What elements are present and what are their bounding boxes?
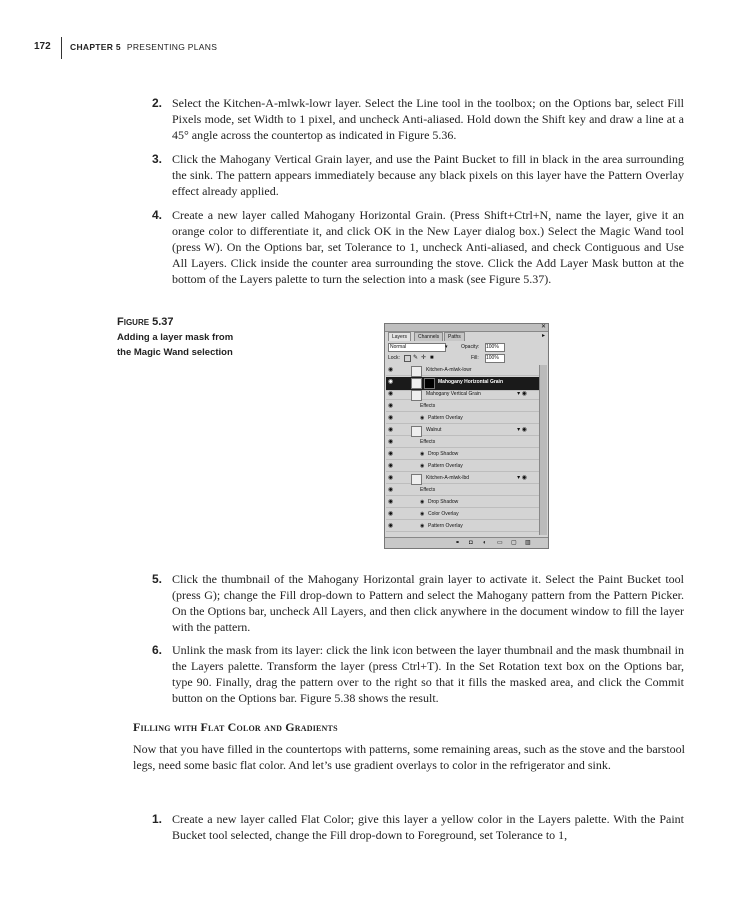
effect-visibility-icon[interactable]: ◉ (420, 451, 425, 457)
eye-icon[interactable]: ◉ (388, 427, 394, 433)
opacity-label: Opacity: (461, 344, 480, 350)
eye-icon[interactable]: ◉ (388, 391, 394, 397)
figure-caption (117, 315, 237, 360)
palette-menu-icon[interactable]: ▸ (541, 333, 545, 339)
layer-thumbnail[interactable] (411, 474, 422, 485)
layer-row[interactable] (386, 389, 541, 400)
layer-name: Walnut (426, 427, 442, 433)
effect-visibility-icon[interactable]: ◉ (420, 523, 425, 529)
step-item (152, 207, 684, 287)
layer-name: Effects (420, 403, 436, 409)
layer-name: Pattern Overlay (428, 463, 463, 469)
layer-name: Effects (420, 439, 436, 445)
step-number: 3. (152, 152, 163, 166)
move-icon[interactable]: ✛ (421, 355, 427, 361)
layer-thumbnail[interactable] (411, 426, 422, 437)
step-number: 5. (152, 572, 163, 586)
eye-icon[interactable]: ◉ (388, 439, 394, 445)
effect-visibility-icon[interactable]: ◉ (420, 499, 425, 505)
layer-row[interactable] (386, 425, 541, 436)
eye-icon[interactable]: ◉ (388, 379, 394, 385)
eye-icon[interactable]: ◉ (388, 451, 394, 457)
link-icon[interactable]: ⚭ (455, 540, 461, 546)
layer-name: Effects (420, 487, 436, 493)
opacity-field[interactable]: 100% (485, 343, 505, 352)
layer-row[interactable] (386, 365, 541, 376)
eye-icon[interactable]: ◉ (388, 475, 394, 481)
step-text: Create a new layer called Flat Color; give this layer a yellow color in the Layers palette. With the Paint Bucket tool selected, change the Fill drop-down to Foreground, set Tolerance to 1, (172, 812, 684, 842)
step-number: 1. (152, 812, 163, 826)
eye-icon[interactable]: ◉ (388, 523, 394, 529)
blend-mode-select[interactable]: Normal (388, 343, 446, 352)
layer-row[interactable] (386, 509, 541, 520)
layer-name: Kitchen-A-mlwk-lbd (426, 475, 470, 481)
eye-icon[interactable]: ◉ (388, 499, 394, 505)
step-text: Click the Mahogany Vertical Grain layer, and use the Paint Bucket to fill in black in the area surrounding the sink. The pattern appears immediately because any black pixels on this layer have the Pattern Overlay effect already applied. (172, 152, 684, 198)
lock-transparent-checkbox[interactable] (404, 355, 411, 362)
layer-row[interactable] (386, 485, 541, 496)
brush-icon[interactable]: ✎ (413, 355, 419, 361)
layer-row[interactable] (386, 473, 541, 484)
section-heading: Filling with Flat Color and Gradients (133, 720, 338, 734)
step-number: 4. (152, 208, 163, 222)
step-text: Click the thumbnail of the Mahogany Horizontal grain layer to activate it. Select the Paint Bucket tool (press G); change the Fill drop-down to Pattern and select the Mahogany pattern from the Pattern Picker. On the Options bar, uncheck All Layers, and then click anywhere in the document window to fill the layer with the pattern. (172, 572, 684, 634)
lock-row (388, 354, 543, 363)
step-item (152, 642, 684, 706)
step-text: Create a new layer called Mahogany Horizontal Grain. (Press Shift+Ctrl+N, name the layer, give it an orange color to differentiate it, and click OK in the New Layer dialog box.) Select the Magic Wand tool (press W). On the Options bar, set Tolerance to 1, uncheck Anti-aliased, and check Contiguous and Use All Layers. Click inside the counter area surrounding the stove. Click the Add Layer Mask button at the bottom of the Layers palette to turn the selection into a mask (see Figure 5.37). (172, 208, 684, 286)
fill-label: Fill: (471, 355, 479, 361)
lock-label: Lock: (388, 355, 400, 361)
layer-thumbnail[interactable] (411, 378, 422, 389)
mask-thumbnail[interactable] (424, 378, 435, 389)
palette-footer (385, 537, 548, 548)
layer-name: Color Overlay (428, 511, 459, 517)
layer-name: Drop Shadow (428, 499, 459, 505)
step-number: 6. (152, 643, 163, 657)
close-icon[interactable]: ✕ (540, 324, 546, 330)
step-item (152, 571, 684, 635)
layer-name: Mahogany Vertical Grain (426, 391, 481, 397)
fill-field[interactable]: 100% (485, 354, 505, 363)
page-number: 172 (34, 41, 51, 52)
step-number: 2. (152, 96, 163, 110)
step-text: Unlink the mask from its layer: click the link icon between the layer thumbnail and the mask thumbnail in the Layers palette. Transform the layer (press Ctrl+T). In the Set Rotation text box on the Options bar, type 90. Finally, drag the pattern over to the right so that it fills the masked area, and click the Commit button on the Options bar. Figure 5.38 shows the result. (172, 643, 684, 705)
eye-icon[interactable]: ◉ (388, 367, 394, 373)
effects-icon[interactable]: ▾ ◉ (517, 475, 527, 481)
layer-row[interactable] (386, 461, 541, 472)
eye-icon[interactable]: ◉ (388, 511, 394, 517)
layer-name: Kitchen-A-mlwk-lowr (426, 367, 472, 373)
layer-row[interactable] (386, 413, 541, 424)
folder-icon[interactable]: ▭ (497, 540, 503, 546)
figure-caption-text: Adding a layer mask from the Magic Wand selection (117, 332, 234, 358)
step-item (152, 151, 684, 199)
layer-list (385, 365, 548, 535)
eye-icon[interactable]: ◉ (388, 403, 394, 409)
layer-name: Pattern Overlay (428, 523, 463, 529)
eye-icon[interactable]: ◉ (388, 487, 394, 493)
layers-palette (384, 323, 549, 549)
adjustment-icon[interactable]: ◐ (483, 540, 487, 546)
effect-visibility-icon[interactable]: ◉ (420, 511, 425, 517)
layer-name: Pattern Overlay (428, 415, 463, 421)
figure-label: Figure 5.37 (117, 316, 174, 328)
trash-icon[interactable]: ▥ (525, 540, 531, 546)
chevron-down-icon[interactable]: ▾ (445, 344, 448, 350)
body-paragraph: Now that you have filled in the countertops with patterns, some remaining areas, such as the stove and the barstool legs, need some basic flat color. And let’s use gradient overlays to color in the refrigerator and sink. (133, 742, 685, 772)
layer-thumbnail[interactable] (411, 390, 422, 401)
layer-name: Drop Shadow (428, 451, 459, 457)
eye-icon[interactable]: ◉ (388, 463, 394, 469)
layer-row[interactable] (386, 401, 541, 412)
step-text: Select the Kitchen-A-mlwk-lowr layer. Select the Line tool in the toolbox; on the Options bar, select Fill Pixels mode, set Width to 1 pixel, and uncheck Anti-aliased. Hold down the Shift key and draw a line at a 45° angle across the countertop as indicated in Figure 5.36. (172, 96, 684, 142)
lock-icon[interactable]: ■ (430, 355, 434, 361)
layer-row[interactable] (386, 437, 541, 448)
eye-icon[interactable]: ◉ (388, 415, 394, 421)
effect-visibility-icon[interactable]: ◉ (420, 415, 425, 421)
chapter-label: CHAPTER 5 (70, 42, 121, 52)
new-layer-icon[interactable]: ▢ (511, 540, 517, 546)
tab-paths[interactable]: Paths (444, 332, 465, 341)
layer-row[interactable] (386, 521, 541, 532)
tab-layers[interactable]: Layers (388, 332, 411, 341)
blend-row (388, 343, 543, 352)
header-divider (61, 37, 62, 59)
chapter-title: PRESENTING PLANS (126, 42, 218, 52)
layer-row[interactable] (386, 497, 541, 508)
effects-icon[interactable]: ▾ ◉ (517, 427, 527, 433)
effect-visibility-icon[interactable]: ◉ (420, 463, 425, 469)
running-header (70, 42, 217, 52)
scrollbar[interactable] (539, 365, 547, 535)
palette-titlebar (385, 324, 548, 332)
step-item (152, 811, 684, 843)
layer-row[interactable] (386, 449, 541, 460)
step-item (152, 95, 684, 143)
layer-thumbnail[interactable] (411, 366, 422, 377)
effects-icon[interactable]: ▾ ◉ (517, 391, 527, 397)
tab-channels[interactable]: Channels (414, 332, 443, 341)
add-mask-icon[interactable]: ◘ (469, 540, 473, 546)
layer-name: Mahogany Horizontal Grain (438, 379, 504, 385)
